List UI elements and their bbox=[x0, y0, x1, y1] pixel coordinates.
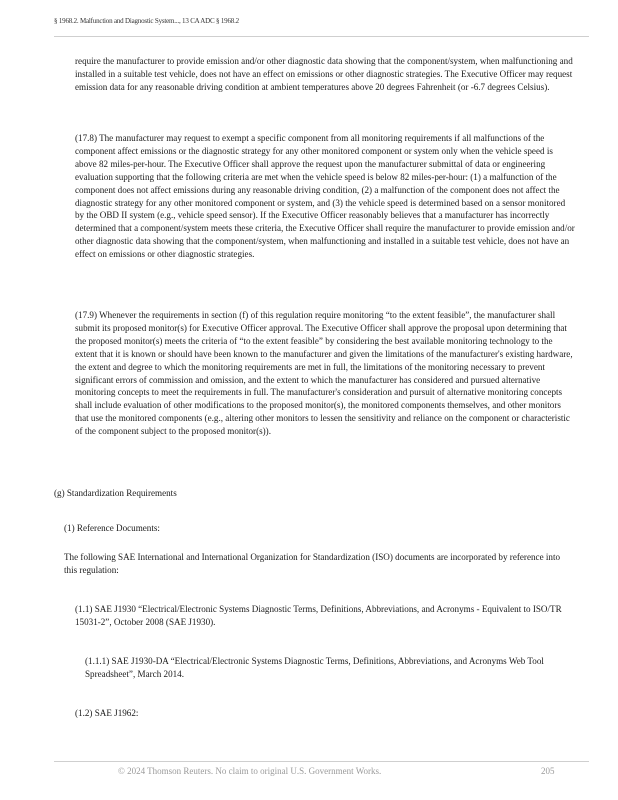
running-header: § 1968.2. Malfunction and Diagnostic System..., 13 CA ADC § 1968.2 bbox=[54, 17, 239, 25]
footer-rule bbox=[54, 761, 589, 762]
paragraph-continued: require the manufacturer to provide emission and/or other diagnostic data showing that the component/system, when malfunctioning and installed in a suitable test vehicle, does not have an effect on emissions or other diagnostic strategies. The Executive Officer may request emission data for any reasonable driving condition at ambient temperatures above 20 degrees Fahrenheit (or -6.7 degrees Celsius). bbox=[75, 56, 573, 92]
page-number: 205 bbox=[541, 766, 555, 776]
item-1-2: (1.2) SAE J1962: bbox=[75, 708, 139, 718]
paragraph-17-9: (17.9) Whenever the requirements in section (f) of this regulation require monitoring “to the extent feasible”, the manufacturer shall submit its proposed monitor(s) for Executive Officer approval. The Executive Officer shall approve the proposal upon determining that the proposed monitor(s) meets the criteria of “to the extent feasible” by considering the best available monitoring technology to the extent that it is known or should have been known to the manufacturer and given the limitations of the manufacturer's existing hardware, the extent and degree to which the monitoring requirements are met in full, the limitations of the monitoring necessary to prevent significant errors of commission and omission, and the extent to which the manufacturer has considered and pursued alternative monitoring concepts to meet the requirements in full. The manufacturer's consideration and pursuit of alternative monitoring concepts shall include evaluation of other modifications to the proposed monitor(s), the monitored components themselves, and other monitors that use the monitored components (e.g., altering other monitors to lessen the sensitivity and reliance on the component or characteristic of the component subject to the proposed monitor(s)). bbox=[75, 310, 573, 437]
header-rule bbox=[54, 36, 589, 37]
section-heading-g: (g) Standardization Requirements bbox=[54, 488, 177, 498]
subsection-reference-documents: (1) Reference Documents: bbox=[64, 523, 160, 533]
item-1-1-1: (1.1.1) SAE J1930-DA “Electrical/Electronic Systems Diagnostic Terms, Definitions, Abbreviations, and Acronyms Web Tool Spreadsheet”, March 2014. bbox=[85, 656, 544, 679]
item-1-1: (1.1) SAE J1930 “Electrical/Electronic Systems Diagnostic Terms, Definitions, Abbreviations, and Acronyms - Equivalent to ISO/TR 15031-2”, October 2008 (SAE J1930). bbox=[75, 604, 562, 627]
incorporation-intro: The following SAE International and International Organization for Standardization (ISO) documents are incorporated by reference into this regulation: bbox=[64, 552, 561, 575]
copyright-notice: © 2024 Thomson Reuters. No claim to original U.S. Government Works. bbox=[118, 766, 382, 776]
paragraph-17-8: (17.8) The manufacturer may request to exempt a specific component from all monitoring requirements if all malfunctions of the component affect emissions or the diagnostic strategy for any other monitored component or system only when the vehicle speed is above 82 miles-per-hour. The Executive Officer shall approve the request upon the manufacturer submittal of data or engineering evaluation supporting that the following criteria are met when the vehicle speed is below 82 miles-per-hour: (1) a malfunction of the component does not affect emissions during any reasonable driving condition, (2) a malfunction of the component does not affect the diagnostic strategy for any other monitored component or system, and (3) the vehicle speed is determined based on a sensor monitored by the OBD II system (e.g., vehicle speed sensor). If the Executive Officer reasonably believes that a manufacturer has incorrectly determined that a component/system meets these criteria, the Executive Officer shall require the manufacturer to provide emission and/or other diagnostic data showing that the component/system, when malfunctioning and installed in a suitable test vehicle, does not have an effect on emissions or other diagnostic strategies. bbox=[75, 133, 575, 260]
